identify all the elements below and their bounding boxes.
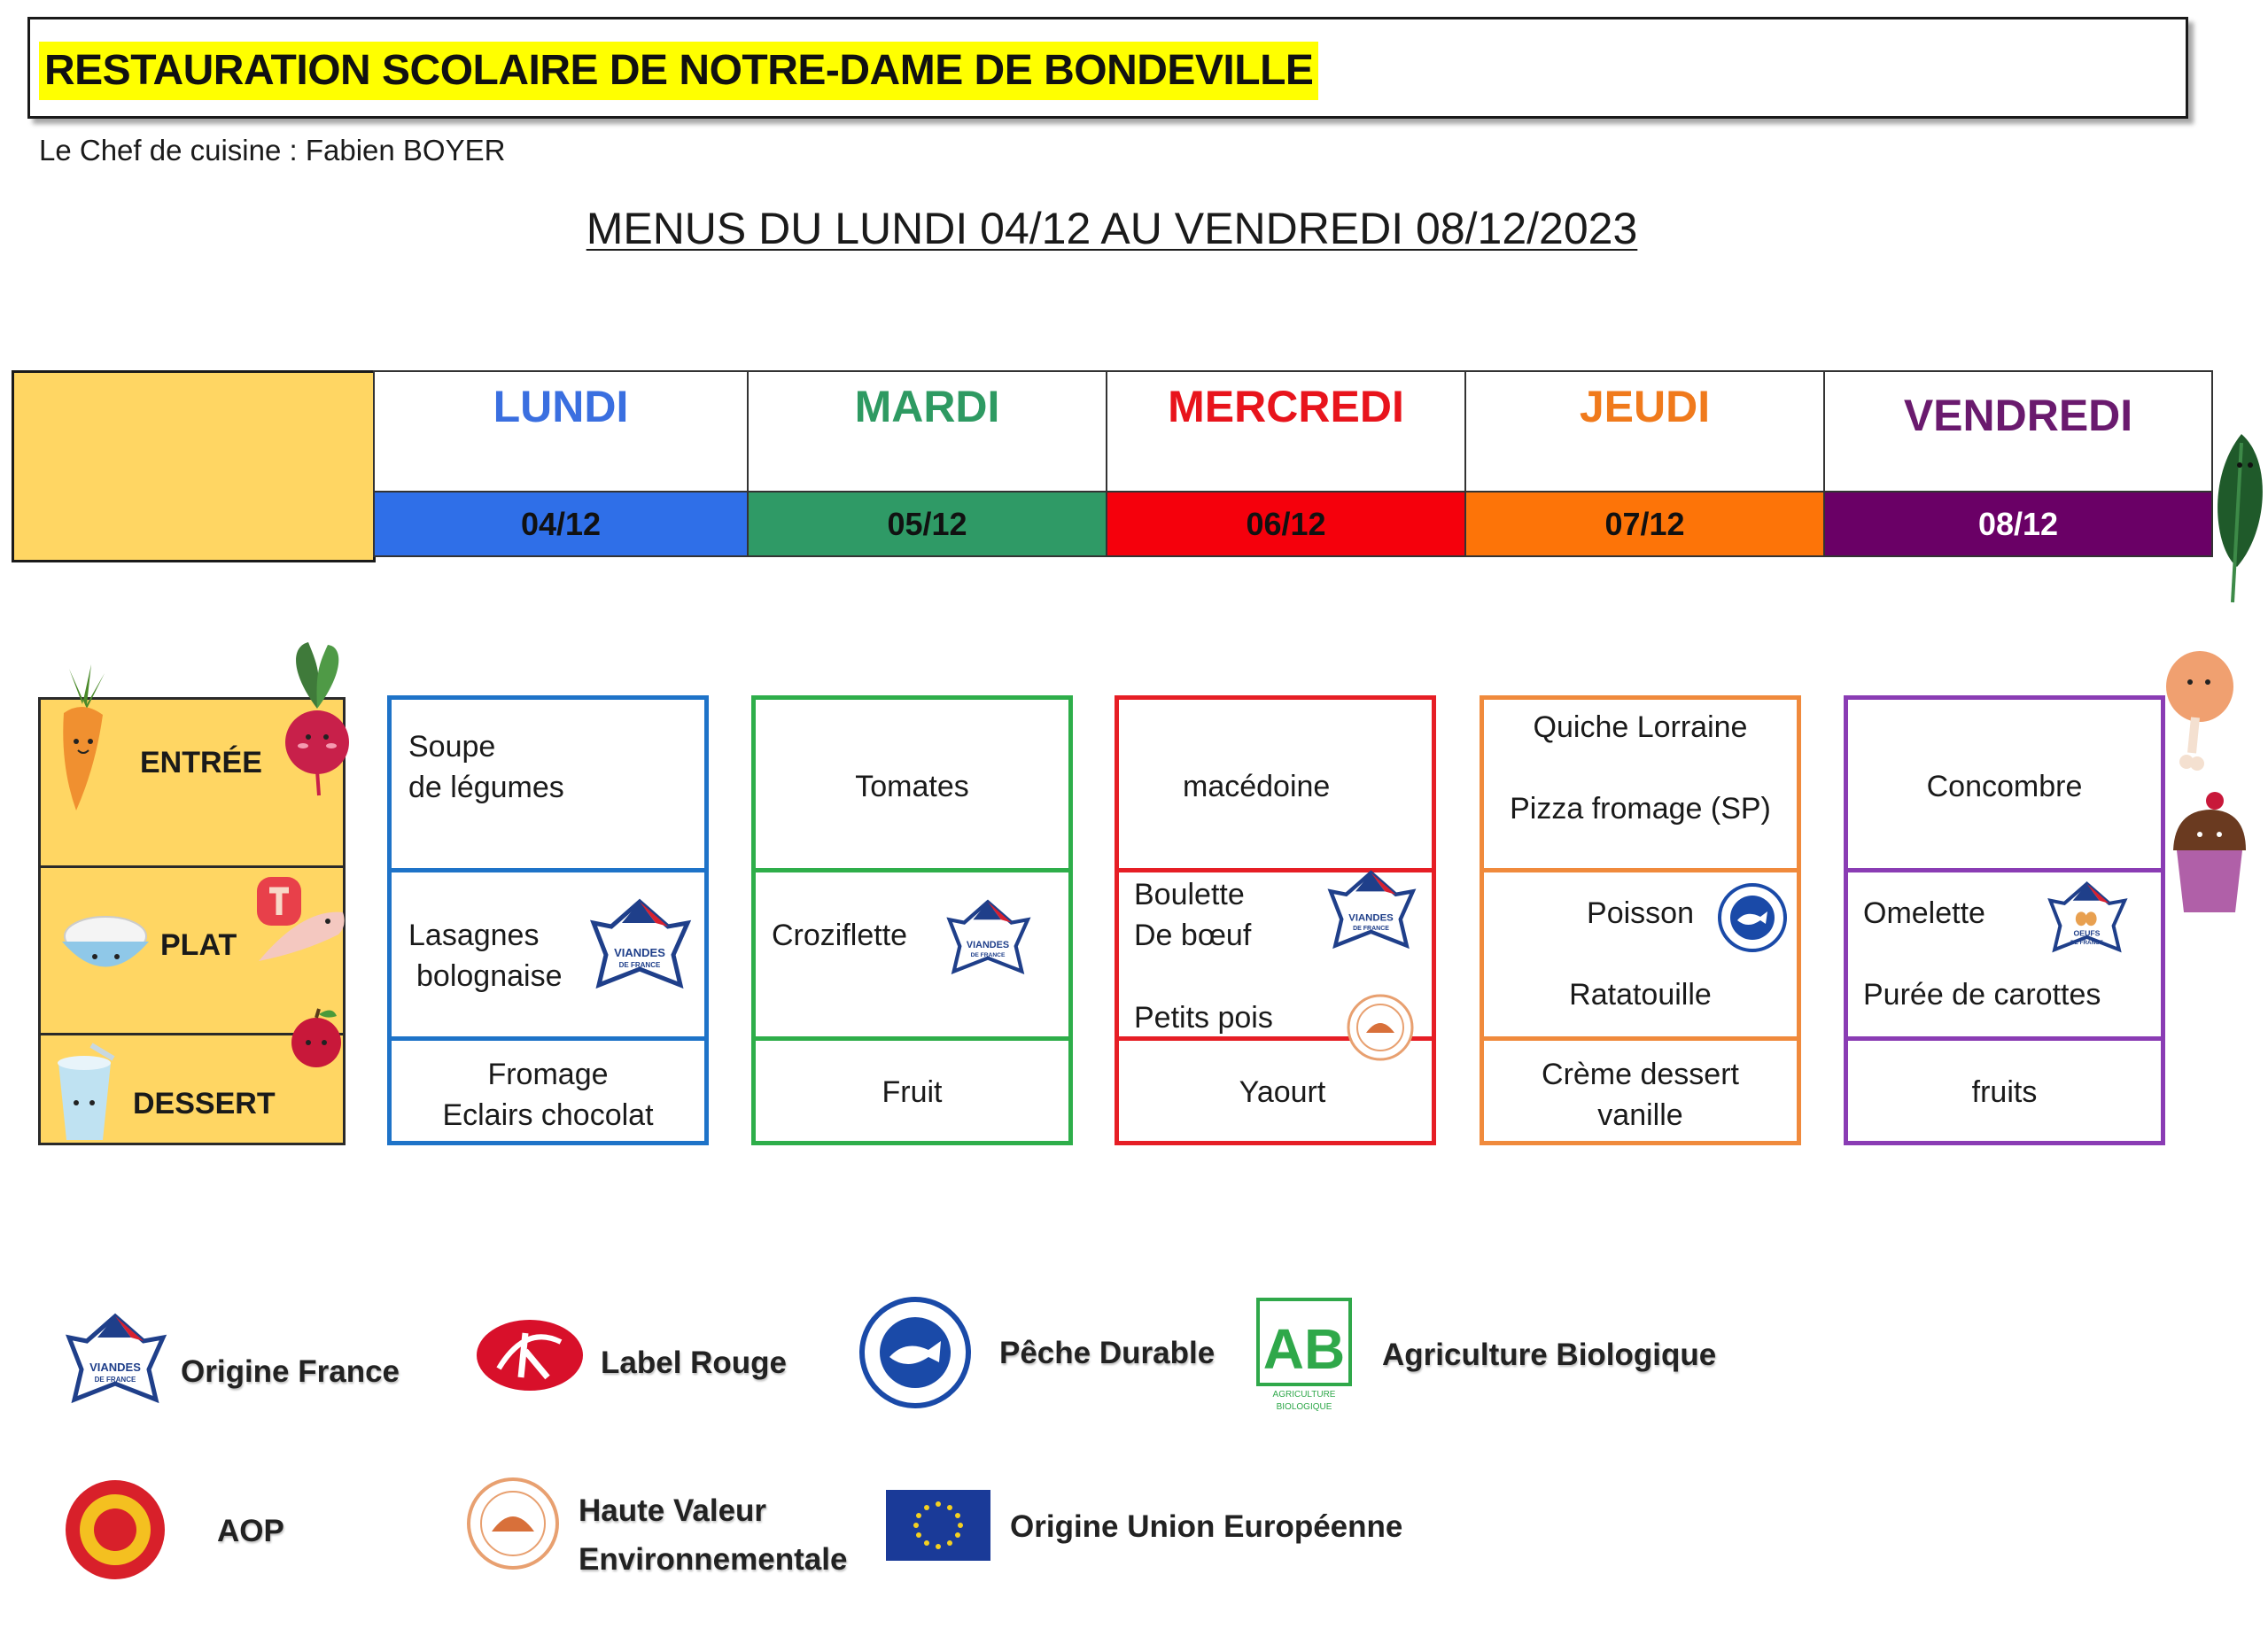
vendredi-plat-line1: Omelette [1863, 896, 1985, 930]
date-cell-vendredi: 08/12 [1825, 492, 2213, 557]
chef-line: Le Chef de cuisine : Fabien BOYER [39, 134, 506, 167]
page-title: RESTAURATION SCOLAIRE DE NOTRE-DAME DE BONDEVILLE [39, 42, 1318, 100]
day-name-jeudi: JEUDI [1579, 382, 1711, 431]
table-corner-cell [12, 370, 376, 562]
svg-text:VIANDES: VIANDES [614, 946, 665, 959]
vendredi-dessert: fruits [1971, 1075, 2038, 1109]
jeudi-plat-line2: Ratatouille [1569, 978, 1712, 1012]
oeufs-de-france-logo [2045, 879, 2129, 954]
jeudi-plat-line1: Poisson [1587, 896, 1694, 930]
date-cell-mardi: 05/12 [749, 492, 1107, 557]
mercredi-dessert: Yaourt [1239, 1075, 1326, 1109]
vendredi-plat-line2: Purée de carottes [1863, 978, 2101, 1012]
mercredi-plat-line2: De bœuf [1134, 919, 1252, 952]
peche-durable-icon [1716, 881, 1789, 954]
jeudi-dessert-line1: Crème dessert [1542, 1058, 1739, 1091]
mardi-dessert: Fruit [882, 1075, 943, 1109]
haute-valeur-environnementale-icon [1345, 992, 1416, 1063]
origine-france-logo [62, 1311, 168, 1404]
yogurt-cup-icon [51, 1041, 118, 1143]
svg-text:AB: AB [1262, 1317, 1346, 1381]
label-rouge-logo [472, 1315, 587, 1395]
svg-text:BIOLOGIQUE: BIOLOGIQUE [1276, 1402, 1332, 1412]
mardi-plat: Croziflette [772, 919, 908, 952]
mercredi-plat-line3: Petits pois [1134, 1001, 1273, 1035]
jeudi-entree-line2: Pizza fromage (SP) [1510, 792, 1771, 826]
jeudi-entree-line1: Quiche Lorraine [1533, 710, 1748, 744]
svg-text:DE FRANCE: DE FRANCE [2070, 939, 2103, 946]
date-cell-lundi: 04/12 [373, 492, 749, 557]
cupcake-icon [2166, 788, 2253, 921]
day-header-mercredi [1107, 370, 1466, 492]
day-name-vendredi: VENDREDI [1903, 391, 2133, 440]
legend-hve-line1: Haute Valeur [579, 1493, 767, 1528]
mercredi-entree: macédoine [1183, 770, 1331, 803]
day-name-mercredi: MERCREDI [1168, 382, 1404, 431]
day-name-mardi: MARDI [854, 382, 1000, 431]
legend-hve-line2: Environnementale [579, 1542, 848, 1577]
day-header-lundi [373, 370, 749, 492]
svg-text:AGRICULTURE: AGRICULTURE [1272, 1390, 1336, 1400]
menu-block-lundi [387, 695, 709, 1145]
svg-text:DE FRANCE: DE FRANCE [1353, 926, 1389, 933]
legend-origine-france: Origine France [181, 1354, 400, 1389]
svg-text:DE FRANCE: DE FRANCE [618, 961, 661, 969]
steak-fish-icon [250, 872, 356, 988]
viandes-de-france-logo [944, 896, 1032, 976]
radish-icon [282, 638, 353, 797]
legend-agriculture-bio: Agriculture Biologique [1382, 1338, 1717, 1372]
agriculture-biologique-logo [1256, 1298, 1352, 1413]
mercredi-plat-line1: Boulette [1134, 878, 1245, 911]
legend-peche-durable: Pêche Durable [999, 1336, 1216, 1370]
jeudi-dessert-line2: vanille [1597, 1098, 1683, 1132]
hve-logo [465, 1475, 561, 1572]
svg-text:VIANDES: VIANDES [966, 939, 1010, 950]
lundi-dessert-line1: Fromage [487, 1058, 609, 1091]
menu-block-mardi [751, 695, 1073, 1145]
course-plat-label: PLAT [160, 928, 237, 962]
svg-text:DE FRANCE: DE FRANCE [94, 1376, 136, 1384]
chicken-leg-icon [2160, 647, 2240, 771]
course-dessert-label: DESSERT [133, 1087, 276, 1121]
viandes-de-france-logo [586, 896, 693, 989]
peche-durable-logo [858, 1295, 973, 1410]
menu-block-mercredi [1115, 695, 1436, 1145]
menu-block-jeudi [1480, 695, 1801, 1145]
spinach-leaf-icon [2188, 425, 2268, 620]
apple-icon [284, 1005, 350, 1072]
lundi-plat-line2: bolognaise [416, 959, 563, 993]
svg-text:VIANDES: VIANDES [89, 1361, 141, 1374]
aop-logo [62, 1477, 168, 1583]
lundi-plat-line1: Lasagnes [408, 919, 540, 952]
legend-origine-ue: Origine Union Européenne [1010, 1509, 1403, 1544]
menu-week-title: MENUS DU LUNDI 04/12 AU VENDREDI 08/12/2023 [586, 204, 1638, 253]
course-entree-label: ENTRÉE [140, 746, 262, 779]
day-header-jeudi [1466, 370, 1825, 492]
carrot-icon [51, 660, 113, 815]
lundi-entree-line1: Soupe [408, 730, 496, 764]
legend-aop: AOP [217, 1514, 284, 1548]
legend-label-rouge: Label Rouge [601, 1345, 788, 1380]
menu-block-vendredi [1844, 695, 2165, 1145]
day-name-lundi: LUNDI [493, 382, 629, 431]
day-header-vendredi [1825, 370, 2213, 492]
eu-flag-logo [886, 1490, 990, 1561]
viandes-de-france-logo [1324, 868, 1418, 950]
date-cell-mercredi: 06/12 [1107, 492, 1466, 557]
date-cell-jeudi: 07/12 [1466, 492, 1825, 557]
rice-bowl-icon [55, 908, 157, 983]
svg-text:OEUFS: OEUFS [2073, 928, 2101, 938]
vendredi-entree: Concombre [1926, 770, 2083, 803]
day-header-mardi [749, 370, 1107, 492]
svg-text:DE FRANCE: DE FRANCE [970, 951, 1006, 958]
lundi-entree-line2: de légumes [408, 771, 564, 804]
lundi-dessert-line2: Eclairs chocolat [442, 1098, 654, 1132]
svg-text:VIANDES: VIANDES [1348, 912, 1394, 924]
mardi-entree: Tomates [855, 770, 969, 803]
